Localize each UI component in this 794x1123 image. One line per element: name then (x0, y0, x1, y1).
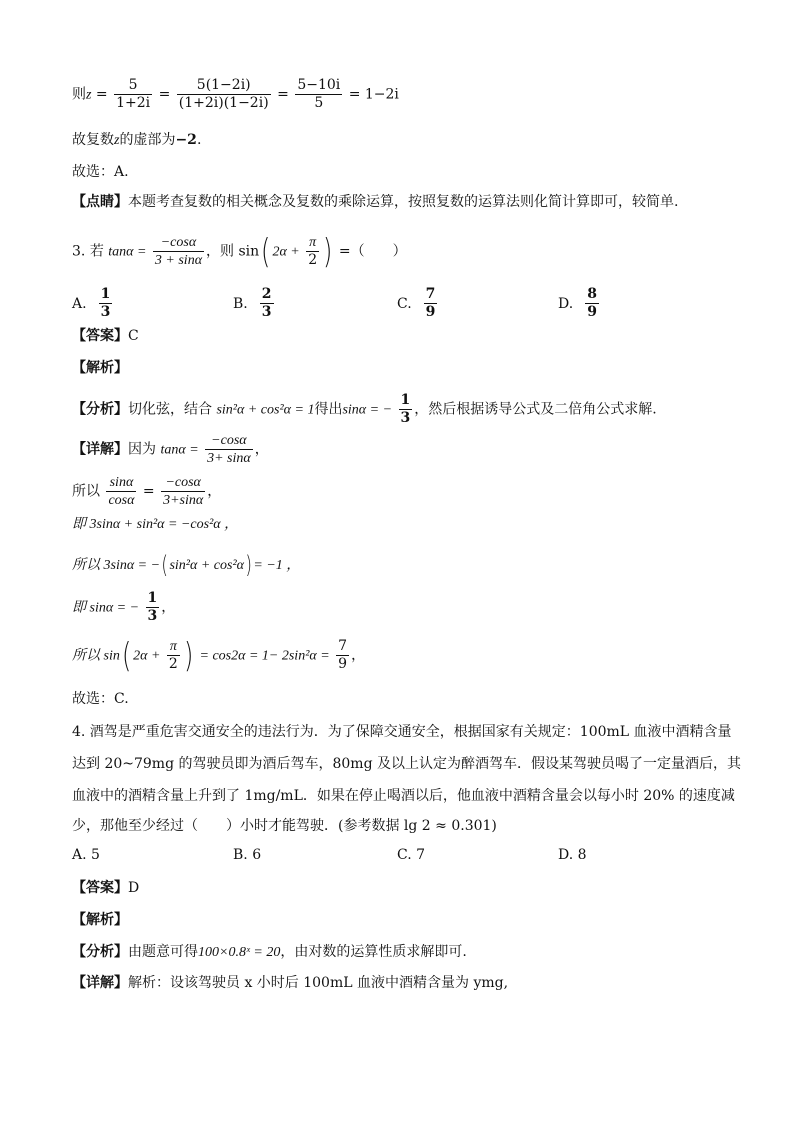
choice-statement: 故选：A. (72, 164, 129, 180)
fraction: $\frac{7}{9}$ (425, 286, 436, 320)
imaginary-part-statement: 故复数z的虚部为−2. (72, 132, 202, 148)
option-a: A. 5 (72, 847, 100, 863)
detail-line: 【详解】解析：设该驾驶员 x 小时后 100mL 血液中酒精含量为 ymg, (72, 975, 509, 991)
detail-line-6: 所以 sin( 2α + $\frac{\pi}{2}$ ) = cos2α = 1− 2sin²α = $\frac{7}{9}$ ， (72, 635, 366, 676)
question-4-stem-line-3: 血液中的酒精含量上升到了 1mg/mL．如果在停止喝酒以后，他血液中酒精含量会以每小时 20% 的速度减 (72, 788, 735, 804)
fraction: $\frac{-\cos\alpha}{3+\sin\alpha}$ (163, 475, 204, 508)
fraction: $\frac{-\cos\alpha}{3+ \sin\alpha}$ (207, 433, 251, 466)
option-b: B. 6 (233, 847, 262, 863)
option-b: B. $\frac{2}{3}$ (233, 286, 272, 320)
section-tag: 【分析】 (72, 401, 128, 418)
fraction: $\frac{5-10i}{5}$ (297, 77, 341, 111)
fraction: $\frac{5(1-2i)}{(1+2i)(1-2i)}$ (178, 77, 269, 111)
fraction: $\frac{1}{3}$ (147, 590, 158, 624)
answer-line: 【答案】C (72, 328, 139, 344)
section-tag: 【答案】 (72, 328, 128, 344)
fraction: $\frac{1}{3}$ (100, 286, 111, 320)
fraction: $\frac{\pi}{2}$ (168, 639, 178, 672)
section-tag: 【详解】 (72, 441, 128, 458)
detail-line-5: 即 sinα = − $\frac{1}{3}$ ， (72, 590, 176, 624)
section-tag: 【答案】 (72, 880, 128, 896)
fraction: $\frac{1}{3}$ (400, 392, 411, 426)
fraction: $\frac{2}{3}$ (261, 286, 272, 320)
question-4-stem-line-1: 4. 酒驾是严重危害交通安全的违法行为．为了保障交通安全，根据国家有关规定：100mL 血液中酒精含量 (72, 724, 732, 740)
dianjing-note: 【点睛】本题考查复数的相关概念及复数的乘除运算，按照复数的运算法则化简计算即可，较简单. (72, 194, 679, 210)
section-tag: 【分析】 (72, 944, 128, 960)
fraction: $\frac{\sin\alpha}{\cos\alpha}$ (108, 475, 135, 508)
option-d: D. $\frac{8}{9}$ (558, 286, 597, 320)
question-3-stem: 3. 若 tanα = $\frac{-\cos\alpha}{3 + \sin\alpha}$ ，则 sin( 2α + $\frac{\pi}{2}$ ) =（ ） (72, 231, 407, 272)
fraction: $\frac{7}{9}$ (338, 638, 348, 672)
jiexi-heading: 【解析】 (72, 912, 128, 928)
detail-line-4: 所以 3sinα = −(sin²α + cos²α)= −1 ， (72, 551, 301, 579)
jiexi-heading: 【解析】 (72, 360, 128, 376)
option-a: A. $\frac{1}{3}$ (72, 286, 111, 320)
option-d: D. 8 (558, 847, 587, 863)
option-c: C. $\frac{7}{9}$ (397, 286, 436, 320)
detail-line-7: 故选：C. (72, 691, 129, 707)
section-tag: 【点睛】 (72, 194, 128, 210)
detail-line-1: 【详解】因为 tanα = $\frac{-\cos\alpha}{3+ \sin\alpha}$ ， (72, 433, 269, 466)
detail-line-2: 所以 $\frac{\sin\alpha}{\cos\alpha}$ = $\frac{-\cos\alpha}{3+\sin\alpha}$ ， (72, 475, 222, 508)
answer-line: 【答案】D (72, 880, 140, 896)
fraction: $\frac{\pi}{2}$ (308, 235, 318, 268)
detail-line-3: 即 3sinα + sin²α = −cos²α ， (72, 517, 239, 532)
fraction: $\frac{8}{9}$ (587, 286, 597, 320)
section-tag: 【详解】 (72, 975, 128, 991)
fraction: $\frac{-\cos\alpha}{3 + \sin\alpha}$ (154, 235, 203, 268)
option-c: C. 7 (397, 847, 426, 863)
analysis-line: 【分析】切化弦，结合 sin²α + cos²α = 1得出sinα = − $\frac{1}{3}$ ，然后根据诱导公式及二倍角公式求解. (72, 392, 657, 426)
fraction: $\frac{5}{1+2i}$ (116, 77, 151, 111)
analysis-line: 【分析】由题意可得100×0.8ˣ = 20，由对数的运算性质求解即可. (72, 944, 467, 960)
question-4-stem-line-2: 达到 20~79mg 的驾驶员即为酒后驾车，80mg 及以上认定为醉酒驾车．假设某驾驶员喝了一定量酒后，其 (72, 756, 741, 772)
complex-calc-line: 则z = $\frac{5}{1+2i}$ = $\frac{5(1-2i)}{(1+2i)(1-2i)}$ = $\frac{5-10i}{5}$ = 1−2i (72, 77, 399, 111)
question-4-stem-line-4: 少，那他至少经过（ ）小时才能驾驶．(参考数据 lg 2 ≈ 0.301) (72, 818, 497, 834)
